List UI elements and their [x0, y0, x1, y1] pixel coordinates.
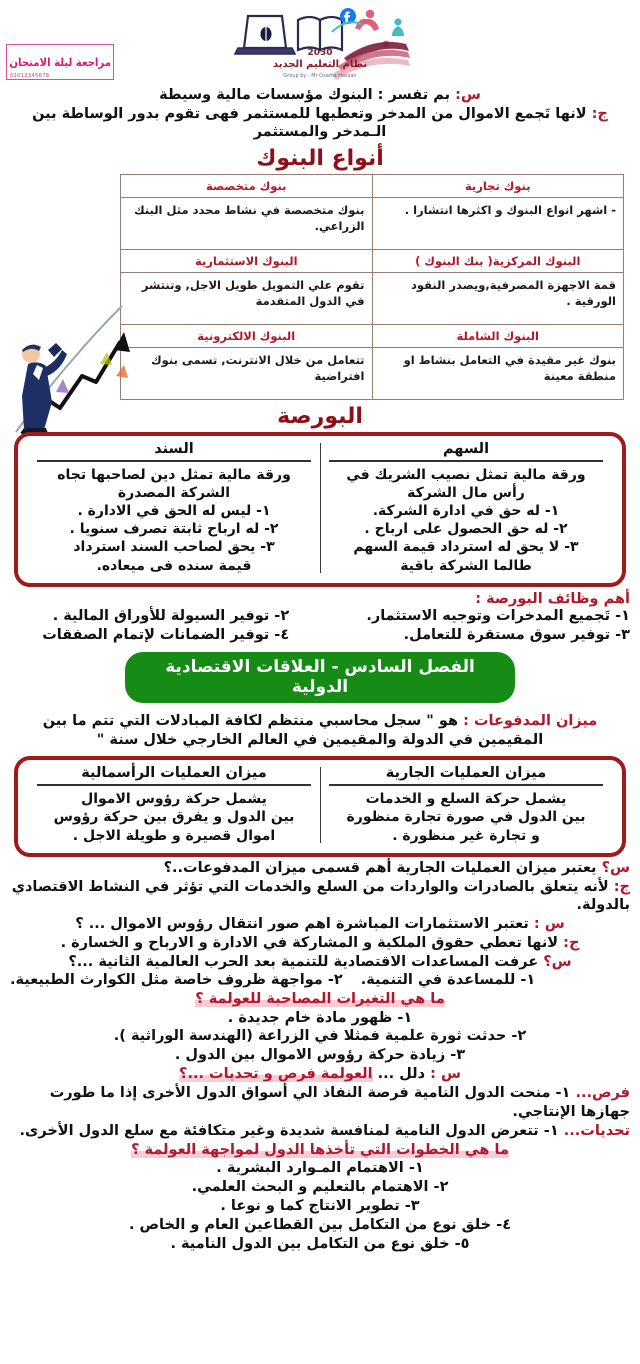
bourse-bond-heading: السند: [154, 440, 194, 457]
globalization-steps-title-row: [10, 1141, 630, 1160]
qa-question-label: س؟: [601, 859, 630, 876]
page-header: [0, 0, 640, 86]
chapter-banner: الفصل السادس - العلاقات الاقتصادية الدولية: [125, 652, 515, 703]
balance-capital-rule: [37, 784, 311, 786]
qa-question-label: س :: [533, 916, 565, 933]
qa-answer-label: ج:: [563, 935, 580, 952]
balance-capital-line: بين الدول و يفرق بين حركة رؤوس: [53, 809, 295, 826]
balance-current-line: يشمل حركة السلع و الخدمات: [365, 791, 567, 808]
bourse-function-item: ٢- توفير السيولة للأوراق المالية .: [52, 607, 290, 624]
intro-question-text: بم تفسر : البنوك مؤسسات مالية وسيطة: [159, 87, 451, 103]
balance-definition-row: [0, 710, 640, 756]
cell-investment-desc: تقوم علي التمويل طويل الاجل, وتنتشر في الدول المتقدمة: [121, 272, 373, 324]
qa-answer-row: [10, 878, 630, 916]
bourse-share-line: ١- له حق في ادارة الشركة.: [372, 503, 560, 520]
globalization-steps-title: ما هي الخطوات التي تأخذها الدول لمواجهة العولمة ؟: [131, 1141, 509, 1158]
cell-specialized-desc: بنوك متخصصة في نشاط محدد مثل البنك الزراعي.: [121, 197, 373, 249]
aid-question-text: عرفت المساعدات الاقتصادية للتنمية بعد الحرب العالمية الثانية ...؟: [68, 953, 539, 970]
bourse-function-item: ٣- توفير سوق مستقرة للتعامل.: [403, 626, 630, 643]
bourse-share-line: ورقة مالية تمثل نصيب الشريك في: [346, 466, 586, 483]
globalization-step-row: [10, 1178, 630, 1197]
bourse-functions-block: [0, 587, 640, 645]
cell-central-desc: قمة الاجهزة المصرفية,ويصدر النقود الورقية .: [372, 272, 624, 324]
globalization-proscons-question-row: [10, 1065, 630, 1084]
cell-bank-type-commercial: بنوك تجارية: [372, 174, 624, 197]
globalization-change-item-row: [10, 1009, 630, 1028]
qa-question-text: يعتبر ميزان العمليات الجارية أهم قسمى ميزان المدفوعات..؟: [163, 859, 597, 876]
bourse-bond-line: ٣- يحق لصاحب السند استرداد: [73, 539, 275, 556]
bottom-qa-block: [0, 857, 640, 1254]
globalization-proscons-plain: دلل ...: [377, 1066, 426, 1083]
table-row: [121, 324, 624, 347]
bourse-comparison-box: [14, 432, 626, 587]
qa-answer-text: لأنه يتعلق بالصادرات والواردات من السلع والخدمات التي تؤثر في النشاط الاقتصادي بالدولة.: [11, 878, 630, 914]
logo-year-2030: 2030: [307, 48, 333, 58]
table-row: [121, 272, 624, 324]
globalization-cons-row: [10, 1122, 630, 1141]
globalization-step-item: ٤- خلق نوع من التكامل بين القطاعين العام و الخاص .: [128, 1216, 512, 1233]
bourse-share-line: ٣- لا يحق له استرداد قيمة السهم: [353, 539, 579, 556]
globalization-pros-label: فرص...: [575, 1084, 630, 1101]
education-logo: [220, 2, 420, 80]
globalization-pros-text: ١- منحت الدول النامية فرصة النفاذ الي أسواق الدول الأخرى إذا ما طورت جهازها الإنتاجي.: [49, 1084, 630, 1120]
qa-answer-text: لانها تعطي حقوق الملكية و المشاركة في الادارة و الارباح و الخسارة .: [60, 935, 559, 952]
publisher-stamp-phone: 01012345678: [10, 73, 50, 79]
cell-commercial-desc: - اشهر انواع البنوك و اكثرها انتشارا .: [372, 197, 624, 249]
globalization-step-row: [10, 1235, 630, 1254]
intro-question-label: س:: [455, 87, 481, 103]
globalization-pros-row: [10, 1084, 630, 1122]
balance-capital-heading: ميزان العمليات الرأسمالية: [81, 765, 267, 782]
bourse-bond-line: ورقة مالية تمثل دين لصاحبها تجاه: [57, 466, 291, 483]
bourse-share-heading: السهم: [442, 440, 490, 457]
bourse-bond-body: [37, 466, 311, 575]
globalization-cons-text: ١- تتعرض الدول النامية لمنافسة شديدة وغير متكافئة مع سلع الدول الأخرى.: [19, 1122, 559, 1139]
aid-item: ١- للمساعدة في التنمية.: [360, 971, 536, 988]
cell-bank-type-central: البنوك المركزية( بنك البنوك ): [372, 249, 624, 272]
globalization-changes-title-row: [10, 990, 630, 1009]
globalization-changes-title: ما هي التغيرات المصاحبة للعولمة ؟: [195, 990, 445, 1007]
table-row: [121, 197, 624, 249]
intro-answer-row: [0, 105, 640, 142]
balance-term-label: ميزان المدفوعات :: [463, 713, 598, 730]
globalization-change-item-row: [10, 1027, 630, 1046]
cell-bank-type-electronic: البنوك الالكترونية: [121, 324, 373, 347]
table-row: [121, 347, 624, 399]
globalization-change-item: ١- ظهور مادة خام جديدة .: [227, 1009, 413, 1026]
qa-answer-row: [10, 934, 630, 953]
qa-question-text: تعتبر الاستثمارات المباشرة اهم صور انتقال رؤوس الاموال ... ؟: [75, 916, 529, 933]
bourse-column-divider: [320, 443, 321, 573]
banks-section-title: أنواع البنوك: [256, 145, 384, 171]
intro-answer-text: لانها تَجمع الاموال من المدخر وتعطيها للمستثمر فهى تقوم بدور الوساطة بين الـمدخر والمستثمر: [32, 105, 587, 141]
qa-answer-label: ج:: [613, 878, 630, 895]
balance-current-line: بين الدول في صورة تجارة منظورة: [346, 809, 586, 826]
bourse-bond-line: ٢- له ارباح ثابتة تصرف سنويا .: [69, 521, 279, 538]
bourse-column-share: [320, 441, 612, 575]
bourse-share-line: رأس مال الشركة: [407, 484, 525, 501]
balance-current-body: [329, 790, 603, 845]
aid-items-row: [10, 972, 630, 988]
bourse-function-item: ١- تَجميع المدخرات وتوجيه الاستثمار.: [366, 607, 630, 624]
bourse-share-line: طالما الشركة باقية: [400, 557, 532, 574]
cell-electronic-desc: تتعامل من خلال الانترنت, تسمى بنوك افتراضية: [121, 347, 373, 399]
globalization-change-item: ٢- حدثت ثورة علمية فمثلا في الزراعة (الهندسة الوراثية ).: [113, 1028, 527, 1045]
globalization-proscons-label: س :: [430, 1066, 461, 1083]
balance-column-divider: [320, 767, 321, 843]
table-row: [121, 249, 624, 272]
balance-definition-text: هو " سجل محاسبي منتظم لكافة المبادلات التي تتم ما بين المقيمين في الدولة والمقيمين في العالم الخارجي خلال سنة ": [42, 713, 544, 749]
bourse-share-rule: [329, 460, 603, 462]
bourse-functions-title: أهم وظائف البورصة :: [475, 590, 630, 607]
banks-table-wrapper: [0, 174, 640, 400]
balance-current-rule: [329, 784, 603, 786]
table-row: [121, 174, 624, 197]
bourse-bond-rule: [37, 460, 311, 462]
bourse-bond-line: الشركة المصدرة: [117, 484, 231, 501]
globalization-proscons-highlight: العولمة فرص و تحديات ...؟: [179, 1066, 373, 1083]
balance-column-capital: [28, 765, 320, 845]
bourse-bond-line: ١- ليس له الحق في الادارة .: [77, 503, 271, 520]
globalization-step-item: ٢- الاهتمام بالتعليم و البحث العلمي.: [191, 1179, 449, 1196]
intro-question-row: [0, 86, 640, 105]
publisher-stamp-text: مراجعة ليلة الامتحان: [9, 55, 111, 69]
intro-answer-label: ج:: [591, 105, 608, 122]
banks-table: [120, 174, 624, 400]
globalization-change-item-row: [10, 1046, 630, 1065]
globalization-step-row: [10, 1159, 630, 1178]
logo-caption-en: Group by : Mr Osama Hassan: [283, 73, 357, 79]
aid-question-label: س؟: [543, 953, 572, 970]
cell-bank-type-specialized: بنوك متخصصة: [121, 174, 373, 197]
bourse-bond-line: قيمة سنده فى ميعاده.: [96, 557, 252, 574]
bourse-share-line: ٢- له حق الحصول على ارباح .: [364, 521, 568, 538]
balance-capital-body: [37, 790, 311, 845]
globalization-cons-label: تحديات...: [563, 1122, 630, 1139]
globalization-step-row: [10, 1216, 630, 1235]
cell-bank-type-investment: البنوك الاستثمارية: [121, 249, 373, 272]
qa-question-row: [10, 859, 630, 878]
balance-current-line: و تجارة غير منظورة .: [392, 827, 540, 844]
bourse-share-body: [329, 466, 603, 575]
bourse-function-item: ٤- توفير الضمانات لإتمام الصفقات: [42, 626, 290, 643]
bourse-functions-grid: [10, 607, 630, 645]
balance-comparison-box: [14, 756, 626, 857]
globalization-step-item: ٥- خلق نوع من التكامل بين الدول النامية .: [170, 1235, 470, 1252]
bourse-section-title: البورصة: [277, 403, 363, 429]
logo-caption: نظام التعليم الجديد: [272, 59, 368, 70]
cell-bank-type-comprehensive: البنوك الشاملة: [372, 324, 624, 347]
bourse-column-bond: [28, 441, 320, 575]
globalization-step-item: ٣- تطوير الانتاج كما و نوعا .: [220, 1198, 420, 1215]
cell-comprehensive-desc: بنوك غير مقيدة في التعامل بنشاط او منطقة معينة: [372, 347, 624, 399]
balance-current-heading: ميزان العمليات الجارية: [385, 765, 547, 782]
balance-column-current: [320, 765, 612, 845]
aid-item: ٢- مواجهة ظروف خاصة مثل الكوارث الطبيعية.: [10, 971, 343, 988]
qa-question-row: [10, 915, 630, 934]
globalization-step-row: [10, 1197, 630, 1216]
globalization-change-item: ٣- زيادة حركة رؤوس الاموال بين الدول .: [174, 1047, 466, 1064]
aid-question-row: [10, 953, 630, 972]
balance-capital-line: يشمل حركة رؤوس الاموال: [81, 791, 267, 808]
globalization-step-item: ١- الاهتمام المـوارد البشرية .: [216, 1160, 424, 1177]
balance-capital-line: اموال قصيرة و طويلة الاجل .: [72, 827, 276, 844]
